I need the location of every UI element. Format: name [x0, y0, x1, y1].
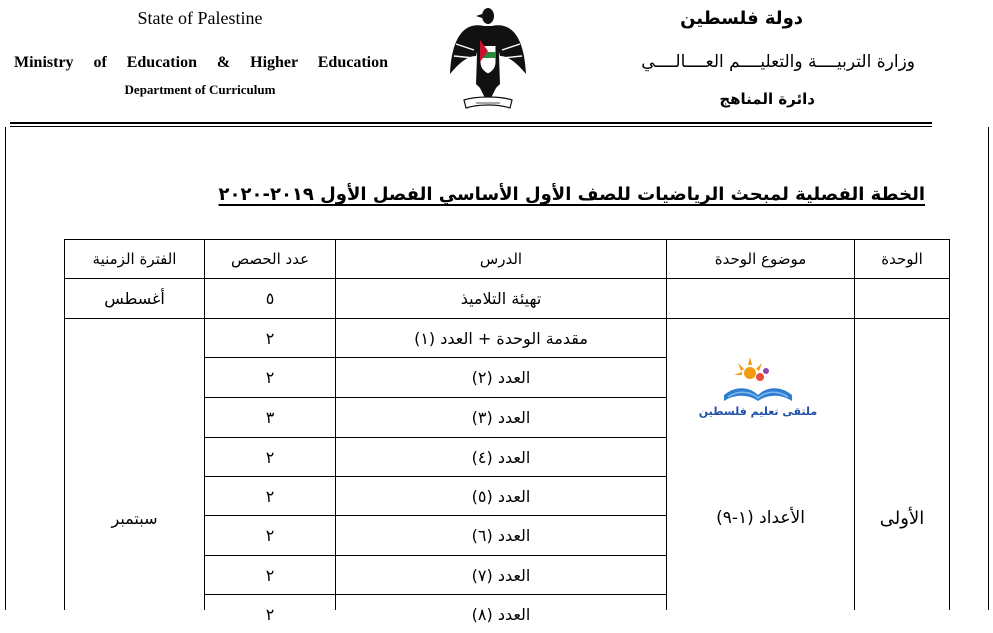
count-cell: ٣ [265, 408, 275, 427]
column-header-count: عدد الحصص [230, 250, 310, 268]
column-header-lesson: الدرس [479, 250, 523, 268]
period-cell: أغسطس [104, 289, 165, 308]
unit-topic-cell: الأعداد (١-٩) [716, 508, 805, 528]
table-line [949, 239, 950, 610]
lesson-cell: العدد (٥) [471, 486, 531, 506]
table-line [666, 239, 667, 610]
department-name-en: Department of Curriculum [124, 82, 276, 97]
count-cell: ٢ [265, 604, 275, 624]
header-rule-thin [10, 126, 932, 127]
lesson-cell: العدد (٧) [471, 565, 531, 585]
page-border-left [5, 127, 6, 610]
lesson-cell: العدد (٢) [471, 368, 531, 387]
ministry-name-ar: وزارة التربيــــة والتعليــــم العــــالــــي [641, 52, 915, 72]
lesson-cell: العدد (٤) [471, 447, 531, 467]
department-name-ar: دائرة المناهج [719, 90, 815, 108]
lesson-cell: العدد (٦) [471, 526, 531, 545]
state-name-ar: دولة فلسطين [680, 8, 803, 29]
lesson-cell: العدد (٣) [471, 408, 531, 427]
table-line [854, 239, 855, 610]
document-title: الخطة الفصلية لمبحث الرياضيات للصف الأول الأساسي الفصل الأول ٢٠١٩-٢٠٢٠ [218, 184, 925, 205]
count-cell: ٢ [265, 486, 275, 506]
lesson-cell: العدد (٨) [471, 604, 531, 624]
page-border-right [988, 127, 989, 610]
count-cell: ٢ [265, 328, 275, 348]
lesson-cell: مقدمة الوحدة + العدد (١) [414, 328, 588, 348]
period-merged-cell: سبتمبر [111, 508, 158, 528]
unit-name-cell: الأولى [879, 507, 925, 529]
state-name-en: State of Palestine [137, 8, 263, 28]
column-header-period: الفترة الزمنية [92, 250, 177, 268]
count-cell: ٢ [265, 368, 275, 387]
open-book-sun-logo-icon [694, 355, 822, 433]
count-cell: ٢ [265, 565, 275, 585]
ministry-name-en: Ministry of Education & Higher Education [14, 54, 388, 71]
count-cell: ٢ [265, 447, 275, 467]
logo-caption: ملتقى تعليم فلسطين [698, 405, 818, 418]
count-cell: ٥ [265, 289, 275, 308]
column-header-unit: الوحدة [881, 250, 923, 268]
palestine-eagle-emblem-icon [446, 4, 530, 116]
lesson-cell: تهيئة التلاميذ [460, 289, 542, 308]
count-cell: ٢ [265, 526, 275, 545]
header-rule [10, 122, 932, 124]
column-header-topic: موضوع الوحدة [714, 250, 807, 268]
